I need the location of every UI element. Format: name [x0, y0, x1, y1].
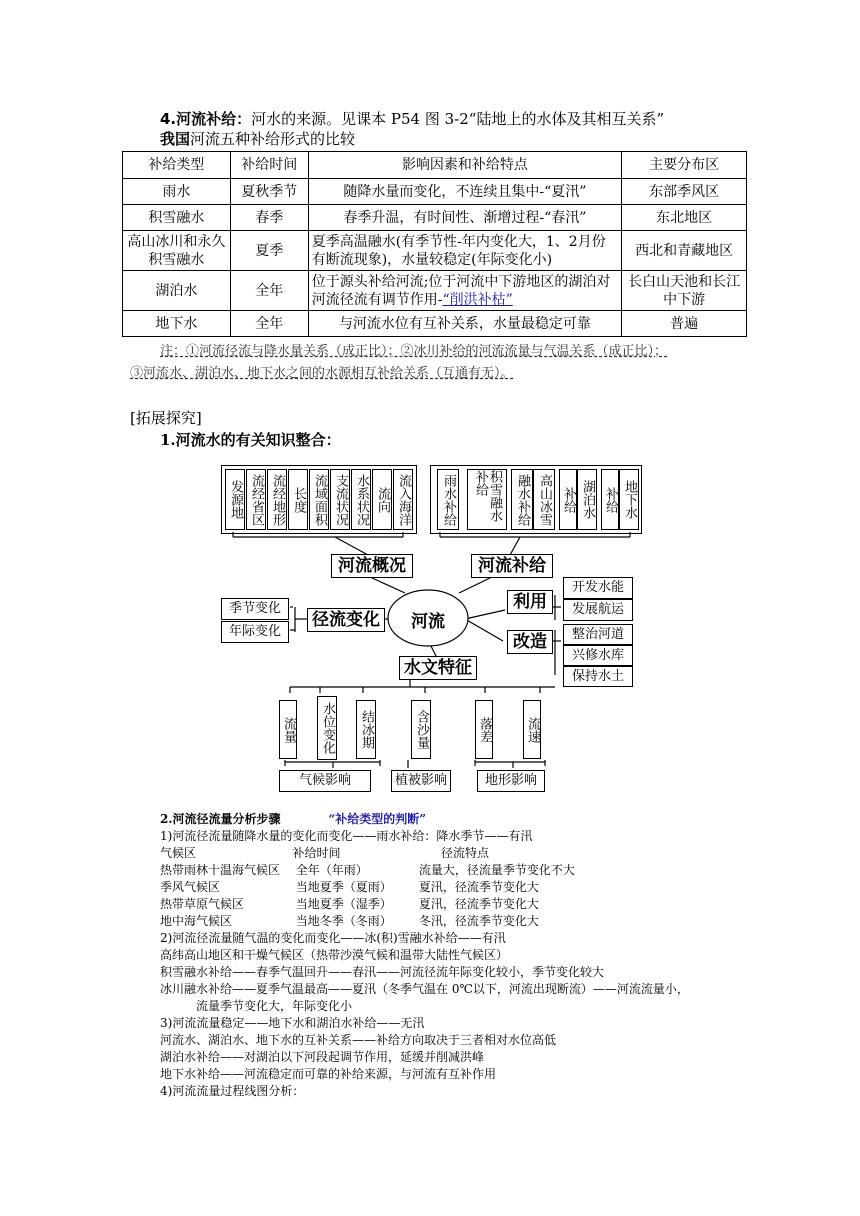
hydro-item: 水位变化	[317, 696, 337, 760]
overview-item: 流经地形	[267, 469, 287, 530]
table-row	[123, 311, 747, 337]
overview-item: 长度	[288, 469, 308, 530]
section4-title: 河流补给：	[176, 110, 252, 128]
climate-header: 气候区	[160, 846, 197, 860]
supply-item: 补给	[601, 469, 619, 530]
runoff-box: 径流变化	[307, 608, 385, 632]
overview-item: 支流状况	[330, 469, 350, 530]
section4-number: 4.	[160, 110, 177, 128]
table-cell: 春季升温，有时间性、渐增过程-“春汛”	[308, 205, 621, 231]
transform-item: 整治河道	[563, 624, 633, 645]
section2-subtitle: “补给类型的判断”	[328, 812, 427, 826]
transform-item: 保持水土	[563, 666, 633, 687]
climate-cell: 季风气候区	[160, 880, 221, 894]
supply-item: 雨水补给	[437, 469, 459, 530]
supply-item: 积雪融水补给	[467, 469, 507, 530]
overview-box: 河流概况	[331, 554, 413, 578]
hydro-item: 落差	[475, 700, 493, 759]
climate-cell: 热带雨林十温海气候区	[160, 863, 281, 877]
climate-cell: 地中海气候区	[160, 914, 233, 928]
lake-text: 位于源头补给河流;位于河流中下游地区的湖泊对河流径流有调节作用-	[311, 273, 611, 308]
step-line: 3)河流流量稳定——地下水和湖泊水补给——无汛	[160, 1016, 425, 1030]
table-cell: 普遍	[622, 311, 747, 337]
hydro-box: 水文特征	[399, 656, 477, 680]
step-line: 地下水补给——河流稳定而可靠的补给来源，与河流有互补作用	[160, 1067, 497, 1081]
overview-item: 发源地	[225, 469, 245, 530]
step-line: 1)河流径流量随降水量的变化而变化——雨水补给：降水季节——有汛	[160, 829, 533, 843]
note-line-1: 注：①河流径流与降水量关系（成正比）；②冰川补给的河流流量与气温关系（成正比）；	[160, 344, 668, 359]
table-header: 补给类型	[123, 152, 231, 179]
supply-item: 补给	[559, 469, 577, 530]
table-cell: 夏秋季节	[230, 179, 308, 205]
step-line: 2)河流径流量随气温的变化而变化——冰(积)雪融水补给——有汛	[160, 931, 506, 945]
step-line: 冰川融水补给——夏季气温最高——夏汛（冬季气温在 0℃以下，河流出现断流）——河流流量小，	[160, 982, 689, 996]
runoff-item: 季节变化	[221, 598, 289, 620]
supply-item: 湖泊水	[577, 469, 597, 530]
climate-row	[160, 913, 600, 930]
table-cell: 东部季风区	[622, 179, 747, 205]
supply-item: 融水补给	[511, 469, 533, 530]
table-cell: 雨水	[123, 179, 231, 205]
step-line: 积雪融水补给——春季气温回升——春汛——河流径流年际变化较小，季节变化较大	[160, 965, 605, 979]
table-header: 补给时间	[230, 152, 308, 179]
hydro-item: 结冰期	[356, 700, 376, 759]
table-header-row	[123, 152, 747, 179]
table-caption	[160, 129, 355, 149]
table-cell: 随降水量而变化，不连续且集中-“夏汛”	[308, 179, 621, 205]
influence-vegetation: 植被影响	[391, 770, 451, 792]
lake-link[interactable]: “削洪补枯”	[442, 291, 513, 308]
step-line: 高纬高山地区和干燥气候区（热带沙漠气候和温带大陆性气候区）	[160, 948, 509, 962]
table-cell: 西北和青藏地区	[622, 231, 747, 271]
climate-cell: 全年（年雨）	[295, 863, 368, 877]
supply-box: 河流补给	[471, 554, 553, 578]
overview-item: 流域面积	[309, 469, 329, 530]
expand-title: [拓展探究]	[130, 409, 202, 427]
section4-text: 河水的来源。见课本 P54 图 3-2“陆地上的水体及其相互关系”	[251, 110, 665, 128]
table-row	[123, 271, 747, 311]
table-cell: 高山冰川和永久积雪融水	[123, 231, 231, 271]
center-label: 河流	[411, 612, 445, 632]
supply-item: 地下水	[619, 469, 639, 530]
table-cell: 与河流水位有互补关系，水量最稳定可靠	[308, 311, 621, 337]
table-cell	[308, 271, 621, 311]
table-cell: 长白山天池和长江中下游	[622, 271, 747, 311]
climate-row	[160, 896, 600, 913]
climate-header: 补给时间	[292, 846, 341, 860]
climate-row	[160, 862, 600, 879]
climate-table	[160, 845, 600, 930]
table-row	[123, 179, 747, 205]
table-header: 主要分布区	[622, 152, 747, 179]
step-line: 湖泊水补给——对湖泊以下河段起调节作用，延缓并削减洪峰	[160, 1050, 485, 1064]
table-cell: 春季	[230, 205, 308, 231]
climate-cell: 当地冬季（冬雨）	[295, 914, 392, 928]
table-row	[123, 205, 747, 231]
supply-item: 高山冰雪	[533, 469, 555, 530]
climate-cell: 冬汛，径流季节变化大	[418, 914, 539, 928]
section4-heading	[160, 109, 664, 129]
river-diagram	[215, 460, 645, 795]
climate-header-row	[160, 845, 600, 862]
table-row	[123, 231, 747, 271]
table-cell: 积雪融水	[123, 205, 231, 231]
transform-item: 兴修水库	[563, 645, 633, 666]
note-line-2: ③河流水、湖泊水、地下水之间的水源相互补给关系（互通有无）。	[130, 366, 514, 381]
table-cell: 地下水	[123, 311, 231, 337]
hydro-item: 流速	[523, 700, 541, 759]
climate-cell: 夏汛，径流季节变化大	[418, 880, 539, 894]
table-cell: 全年	[230, 271, 308, 311]
overview-item: 流向	[372, 469, 392, 530]
climate-row	[160, 879, 600, 896]
table-cell: 东北地区	[622, 205, 747, 231]
use-item: 开发水能	[563, 577, 633, 599]
influence-terrain: 地形影响	[477, 770, 545, 792]
climate-cell: 热带草原气候区	[160, 897, 245, 911]
section2-title: 2.河流径流量分析步骤	[160, 812, 281, 826]
climate-header: 径流特点	[440, 846, 489, 860]
expand-sub1: 1.河流水的有关知识整合：	[160, 431, 341, 449]
overview-item: 流经省区	[246, 469, 266, 530]
hydro-item: 含沙量	[411, 700, 431, 759]
overview-item: 水系状况	[351, 469, 371, 530]
section2-heading	[160, 811, 426, 828]
influence-climate: 气候影响	[279, 770, 371, 792]
climate-cell: 当地夏季（夏雨）	[295, 880, 392, 894]
table-cell: 湖泊水	[123, 271, 231, 311]
table-caption-text: 河流五种补给形式的比较	[190, 130, 356, 148]
runoff-item: 年际变化	[221, 621, 289, 643]
supply-table	[122, 151, 747, 337]
transform-box: 改造	[507, 630, 553, 654]
step-line: 河流水、湖泊水、地下水的互补关系——补给方向取决于三者相对水位高低	[160, 1033, 557, 1047]
step-line: 4)河流流量过程线图分析：	[160, 1084, 305, 1098]
table-header: 影响因素和补给特点	[308, 152, 621, 179]
table-cell: 夏季高温融水(有季节性-年内变化大，1、2月份有断流现象)，水量较稳定(年际变化小)	[308, 231, 621, 271]
use-box: 利用	[507, 590, 553, 614]
table-cell: 全年	[230, 311, 308, 337]
climate-cell: 当地夏季（湿季）	[295, 897, 392, 911]
step-line: 流量季节变化大，年际变化小	[196, 999, 353, 1013]
use-item: 发展航运	[563, 599, 633, 621]
climate-cell: 夏汛，径流季节变化大	[418, 897, 539, 911]
table-cell: 夏季	[230, 231, 308, 271]
overview-item: 流入海洋	[393, 469, 413, 530]
table-caption-bold: 我国	[160, 130, 191, 148]
climate-cell: 流量大，径流量季节变化不大	[418, 863, 575, 877]
hydro-item: 流量	[279, 700, 297, 759]
